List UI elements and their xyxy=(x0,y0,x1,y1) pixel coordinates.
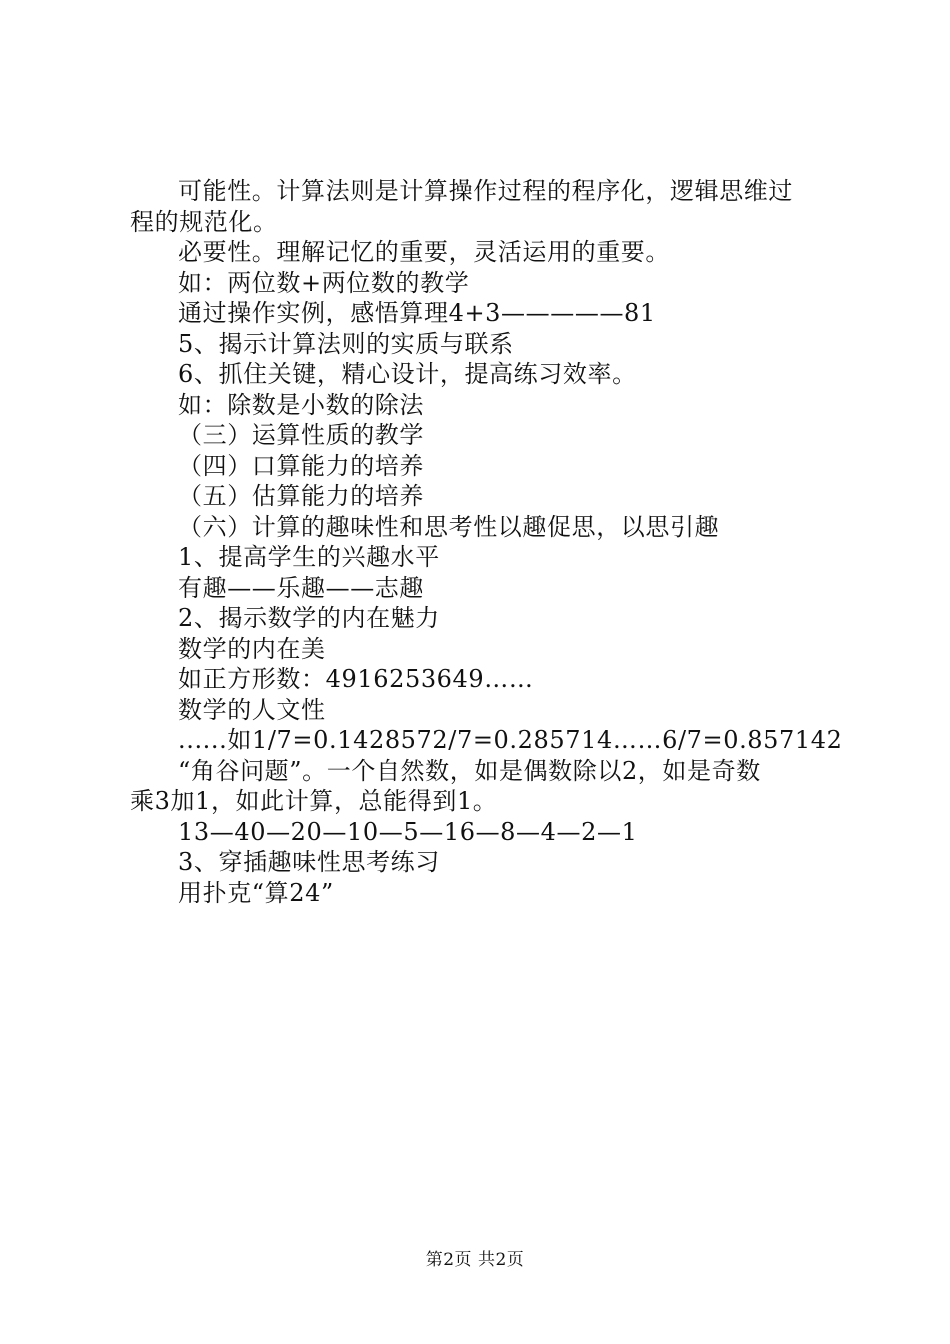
text-line: 乘3加1，如此计算，总能得到1。 xyxy=(130,787,498,815)
text-line: 数学的人文性 xyxy=(178,695,326,724)
text-line: 2、揭示数学的内在魅力 xyxy=(178,604,440,632)
text-line: （四）口算能力的培养 xyxy=(178,451,424,480)
text-line: 6、抓住关键，精心设计，提高练习效率。 xyxy=(178,360,637,388)
text-line: 如：两位数+两位数的教学 xyxy=(178,268,470,297)
text-line: （三）运算性质的教学 xyxy=(178,421,424,449)
text-line: 程的规范化。 xyxy=(130,207,278,236)
text-line: 可能性。计算法则是计算操作过程的程序化，逻辑思维过 xyxy=(178,177,793,205)
text-line: 通过操作实例，感悟算理4+3—————81 xyxy=(178,299,656,327)
text-line: “角谷问题”。一个自然数，如是偶数除以2，如是奇数 xyxy=(178,756,761,785)
text-line: 如：除数是小数的除法 xyxy=(178,390,424,419)
text-line: 数学的内在美 xyxy=(178,634,326,663)
page-footer: 第2页 共2页 xyxy=(425,1250,525,1270)
text-line: 如正方形数：4916253649…… xyxy=(178,665,534,693)
document-body xyxy=(130,176,843,908)
text-line: 用扑克“算24” xyxy=(178,878,334,907)
text-line: 有趣——乐趣——志趣 xyxy=(178,573,424,602)
text-line: 1、提高学生的兴趣水平 xyxy=(178,543,440,571)
text-line: ......如1/7=0.1428572/7=0.285714……6/7=0.857142 xyxy=(178,726,843,754)
text-line: 必要性。理解记忆的重要，灵活运用的重要。 xyxy=(178,238,670,266)
text-line: 5、揭示计算法则的实质与联系 xyxy=(178,329,514,358)
text-line: 3、穿插趣味性思考练习 xyxy=(178,848,440,876)
text-line: 13—40—20—10—5—16—8—4—2—1 xyxy=(178,817,638,846)
text-line: （五）估算能力的培养 xyxy=(178,482,424,510)
text-line: （六）计算的趣味性和思考性以趣促思，以思引趣 xyxy=(178,512,720,541)
